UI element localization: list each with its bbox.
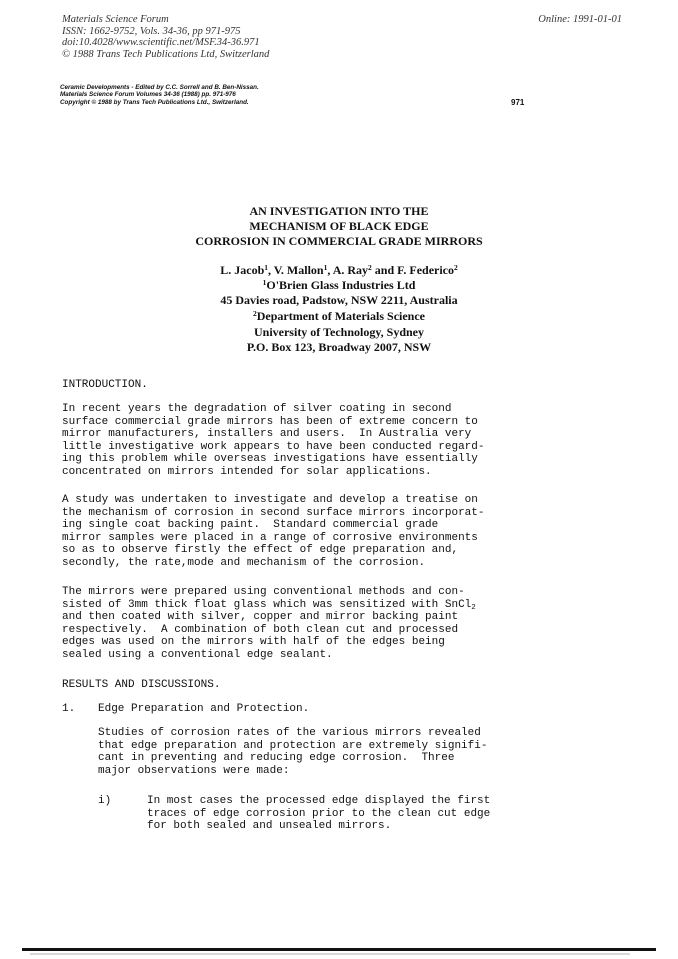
footer-scan-shadow (30, 953, 630, 955)
text-line: and then coated with silver, copper and mirror backing paint (62, 611, 459, 624)
paper-title-line: CORROSION IN COMMERCIAL GRADE MIRRORS (195, 234, 483, 248)
journal-name: Materials Science Forum (62, 14, 169, 25)
text-line: respectively. A combination of both clean cut and processed (62, 623, 459, 636)
chemical-subscript: 2 (471, 603, 476, 612)
author-separator: and (371, 263, 398, 277)
text-line: little investigative work appears to have been conducted regard- (62, 440, 485, 453)
text-line: ing this problem while overseas investigations have essentially (62, 453, 478, 466)
introduction-paragraph-3 (62, 586, 476, 662)
text-line: the mechanism of corrosion in second surface mirrors incorporat- (62, 506, 485, 519)
affiliation-line: 45 Davies road, Padstow, NSW 2211, Australia (220, 293, 458, 307)
text-line: Studies of corrosion rates of the various mirrors revealed (98, 727, 481, 739)
paper-title-line: AN INVESTIGATION INTO THE (249, 204, 429, 218)
online-date: Online: 1991-01-01 (538, 14, 622, 25)
text-line: ing single coat backing paint. Standard commercial grade (62, 519, 439, 532)
affiliation-line (0, 309, 678, 324)
results-paragraph-1 (98, 727, 487, 777)
affiliation-line (0, 278, 678, 293)
journal-issn: ISSN: 1662-9752, Vols. 34-36, pp 971-975 (62, 25, 241, 37)
section-heading-introduction: INTRODUCTION. (62, 379, 148, 391)
page-number: 971 (511, 98, 525, 107)
author-separator: , (268, 263, 274, 277)
paper-title-line: MECHANISM OF BLACK EDGE (249, 219, 429, 233)
affiliation-mark: 2 (454, 263, 458, 272)
affiliation-mark: 2 (368, 263, 372, 272)
text-line: mirror manufacturers, installers and users. In Australia very (62, 428, 472, 441)
journal-doi: doi:10.4028/www.scientific.net/MSF.34-36.971 (62, 37, 260, 48)
text-line: major observations were made: (98, 764, 290, 777)
text-line: concentrated on mirrors intended for solar applications. (62, 465, 432, 478)
imprint-line: Copyright © 1988 by Trans Tech Publications Ltd., Switzerland. (60, 98, 249, 106)
text-line: A study was undertaken to investigate and develop a treatise on (62, 494, 478, 506)
list-item-text (147, 795, 490, 833)
imprint-line: Ceramic Developments - Edited by C.C. Sorrell and B. Ben-Nissan. (60, 84, 259, 91)
text-line: edges was used on the mirrors with half of the edges being (62, 636, 445, 649)
list-item-marker: i) (98, 795, 112, 807)
text-line: for both sealed and unsealed mirrors. (147, 820, 392, 833)
introduction-paragraph-1 (62, 403, 484, 479)
introduction-paragraph-2 (62, 494, 484, 570)
journal-metadata (62, 14, 622, 60)
text-line: cant in preventing and reducing edge corrosion. Three (98, 752, 455, 765)
journal-copyright: © 1988 Trans Tech Publications Ltd, Switzerland (62, 48, 270, 60)
affiliation-line: P.O. Box 123, Broadway 2007, NSW (246, 340, 432, 354)
footer-rule (22, 948, 656, 951)
text-line: mirror samples were placed in a range of corrosive environments (62, 531, 478, 544)
author-name: L. Jacob (220, 263, 265, 277)
text-line: surface commercial grade mirrors has been of extreme concern to (62, 415, 478, 428)
text-line (62, 599, 476, 612)
affiliation-mark: 2 (252, 309, 257, 318)
affiliation-text: Department of Materials Science (256, 309, 426, 323)
text-line: In recent years the degradation of silver coating in second (62, 403, 452, 415)
subsection-number: 1. (62, 703, 76, 715)
author-name: F. Federico (397, 263, 455, 277)
subsection-title: Edge Preparation and Protection. (98, 703, 310, 715)
text-line: secondly, the rate,mode and mechanism of the corrosion. (62, 556, 426, 569)
text-line: so as to observe firstly the effect of edge preparation and, (62, 544, 459, 557)
text-fragment: sisted of 3mm thick float glass which was sensitized with SnCl (62, 598, 472, 611)
author-name: V. Mallon (273, 263, 324, 277)
imprint-line: Materials Science Forum Volumes 34-36 (1988) pp. 971-976 (60, 91, 236, 99)
author-separator: , (327, 263, 333, 277)
text-line: sealed using a conventional edge sealant. (62, 648, 333, 661)
affiliation-mark: 1 (264, 263, 268, 272)
section-heading-results: RESULTS AND DISCUSSIONS. (62, 679, 221, 691)
author-name: A. Ray (332, 263, 369, 277)
book-imprint (60, 84, 259, 106)
author-list (0, 263, 678, 278)
text-line: In most cases the processed edge displayed the first (147, 795, 491, 807)
affiliation-mark: 1 (262, 278, 267, 287)
affiliation-mark: 1 (323, 263, 328, 272)
text-line: traces of edge corrosion prior to the clean cut edge (147, 807, 491, 820)
affiliation-line: University of Technology, Sydney (253, 325, 425, 339)
text-line: The mirrors were prepared using conventional methods and con- (62, 586, 465, 598)
text-line: that edge preparation and protection are extremely signifi- (98, 739, 488, 752)
affiliation-text: O'Brien Glass Industries Ltd (266, 278, 416, 292)
